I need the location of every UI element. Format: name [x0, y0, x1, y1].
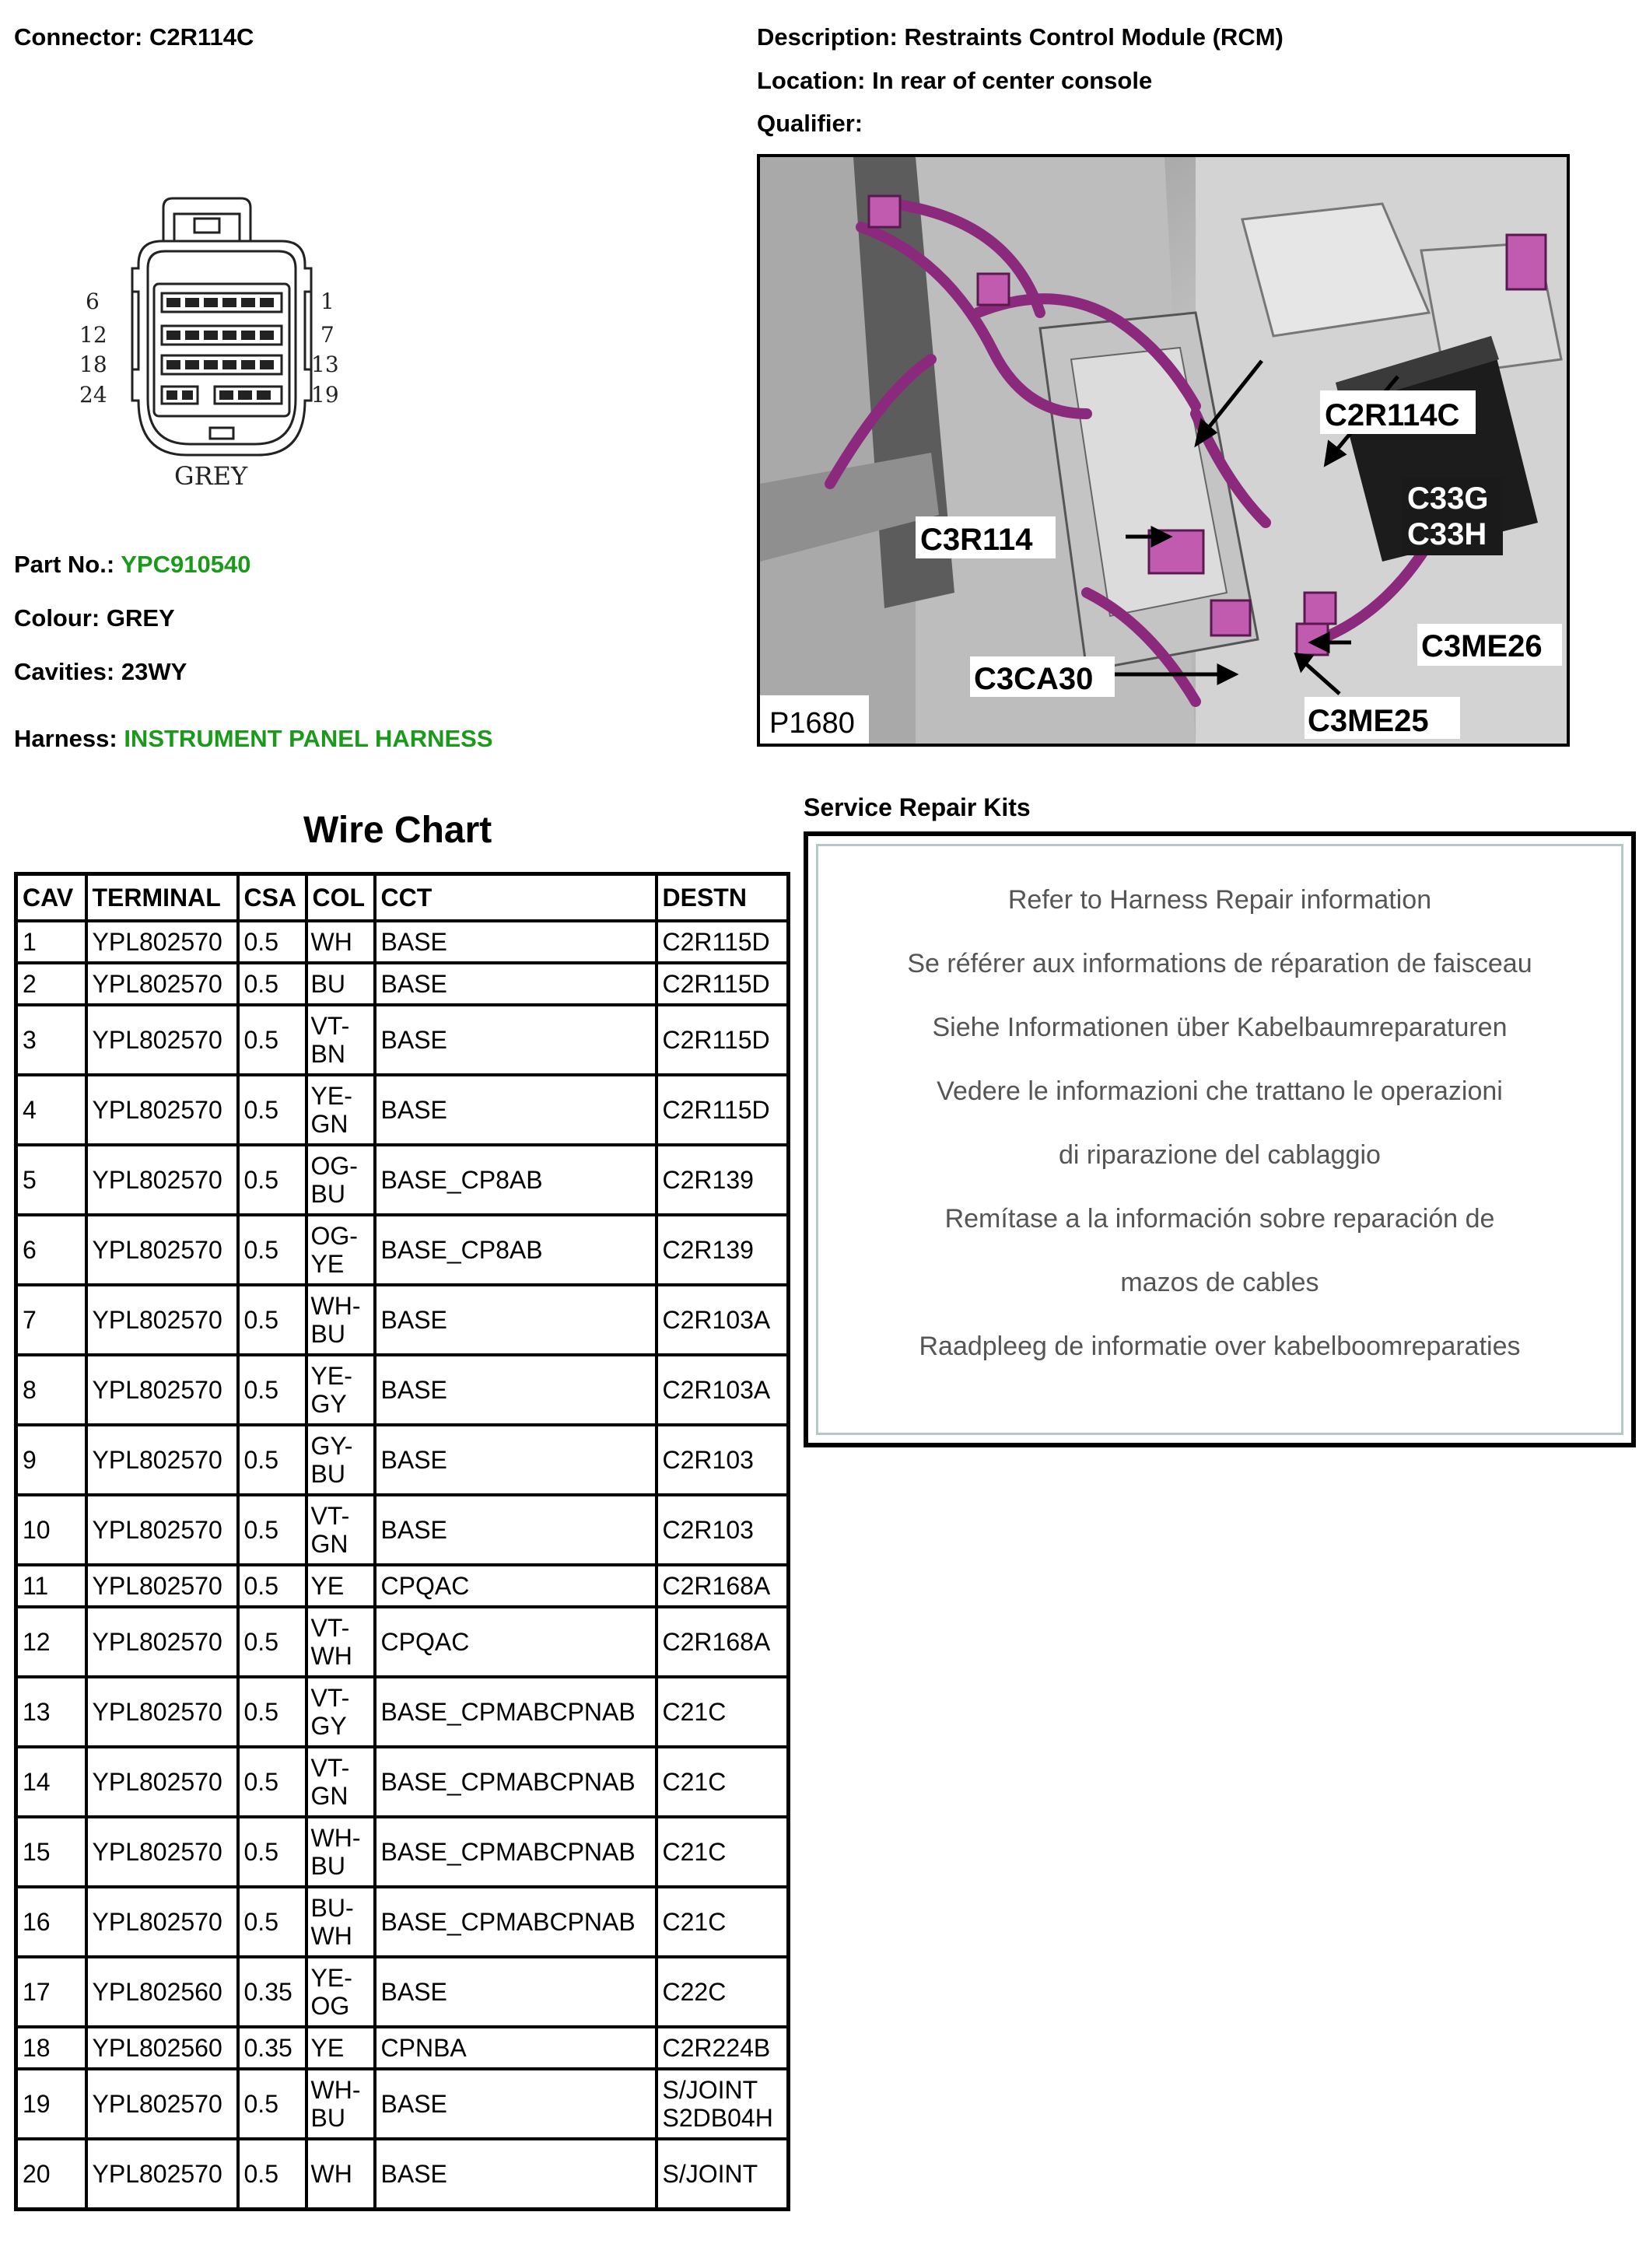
cell-cct: BASE [375, 921, 657, 963]
cell-col: BU [306, 963, 375, 1005]
callout-c2r114c: C2R114C [1325, 398, 1460, 432]
callout-c3me25: C3ME25 [1308, 704, 1429, 738]
cell-terminal: YPL802570 [86, 1677, 238, 1747]
description-label: Description: [757, 23, 898, 51]
cell-csa: 0.5 [238, 1355, 306, 1425]
pin-label-24: 24 [79, 382, 107, 408]
qualifier-label: Qualifier: [757, 110, 863, 137]
repair-kits-title: Service Repair Kits [804, 793, 1031, 821]
cell-cav: 16 [16, 1887, 86, 1957]
cell-col: WH- BU [306, 1285, 375, 1355]
cell-terminal: YPL802570 [86, 2069, 238, 2139]
location-photo [757, 154, 1570, 747]
cell-cct: CPQAC [375, 1607, 657, 1677]
cell-cav: 10 [16, 1495, 86, 1565]
callout-c3r114: C3R114 [920, 523, 1033, 557]
cell-csa: 0.5 [238, 1817, 306, 1887]
cell-col: WH- BU [306, 1817, 375, 1887]
cell-destn: C21C [657, 1677, 789, 1747]
cell-cav: 6 [16, 1215, 86, 1285]
qualifier-heading [757, 110, 863, 138]
cell-terminal: YPL802570 [86, 1607, 238, 1677]
table-row [16, 921, 789, 963]
repair-kit-line: Siehe Informationen über Kabelbaumreparaturen [932, 1013, 1508, 1042]
cell-csa: 0.35 [238, 1957, 306, 2027]
table-header-row [16, 874, 789, 922]
pin-label-1: 1 [320, 289, 334, 314]
cell-col: WH- BU [306, 2069, 375, 2139]
cell-destn: C2R168A [657, 1607, 789, 1677]
cell-cav: 14 [16, 1747, 86, 1817]
cell-col: YE [306, 1565, 375, 1607]
table-row [16, 1887, 789, 1957]
repair-kit-line: Raadpleeg de informatie over kabelboomreparaties [919, 1332, 1521, 1361]
cell-cct: BASE_CPMABCPNAB [375, 1677, 657, 1747]
cell-cct: BASE [375, 2139, 657, 2210]
cell-terminal: YPL802570 [86, 1887, 238, 1957]
cell-col: YE [306, 2027, 375, 2069]
cell-cct: BASE_CP8AB [375, 1215, 657, 1285]
cell-cav: 20 [16, 2139, 86, 2210]
cavities-line [14, 658, 187, 686]
table-row [16, 1285, 789, 1355]
callout-c33g: C33G [1407, 481, 1489, 516]
harness-label: Harness: [14, 725, 117, 752]
callout-c33h: C33H [1407, 517, 1487, 551]
cell-cct: BASE_CPMABCPNAB [375, 1747, 657, 1817]
pin-label-6: 6 [86, 289, 100, 314]
cell-col: GY- BU [306, 1425, 375, 1495]
cell-col: OG- BU [306, 1145, 375, 1215]
cell-cav: 15 [16, 1817, 86, 1887]
colour-label: Colour: [14, 604, 100, 632]
cell-terminal: YPL802570 [86, 921, 238, 963]
wire-chart-table [14, 872, 790, 2211]
cell-destn: C2R224B [657, 2027, 789, 2069]
colour-value: GREY [106, 604, 175, 632]
cell-cct: BASE [375, 1355, 657, 1425]
callout-c3ca30: C3CA30 [974, 662, 1094, 696]
cell-terminal: YPL802570 [86, 1285, 238, 1355]
connector-label: Connector: [14, 23, 143, 51]
cell-terminal: YPL802570 [86, 1565, 238, 1607]
table-row [16, 1957, 789, 2027]
cell-cct: CPNBA [375, 2027, 657, 2069]
cell-csa: 0.5 [238, 1677, 306, 1747]
cell-cav: 18 [16, 2027, 86, 2069]
harness-value: INSTRUMENT PANEL HARNESS [124, 725, 493, 752]
cell-csa: 0.5 [238, 1285, 306, 1355]
cell-cct: BASE_CPMABCPNAB [375, 1887, 657, 1957]
pin-label-13: 13 [311, 352, 339, 377]
connector-heading [14, 23, 254, 51]
repair-kit-line: di riparazione del cablaggio [1059, 1140, 1381, 1170]
cell-csa: 0.5 [238, 963, 306, 1005]
table-row [16, 1075, 789, 1145]
cell-col: YE- GN [306, 1075, 375, 1145]
cell-terminal: YPL802570 [86, 1355, 238, 1425]
cell-csa: 0.5 [238, 1145, 306, 1215]
part-number-line [14, 551, 250, 579]
cell-cct: BASE_CP8AB [375, 1145, 657, 1215]
table-row [16, 1677, 789, 1747]
table-row [16, 2069, 789, 2139]
cell-csa: 0.5 [238, 1215, 306, 1285]
header-destn: DESTN [657, 874, 789, 922]
cell-col: YE- OG [306, 1957, 375, 2027]
cell-destn: C22C [657, 1957, 789, 2027]
description-heading [757, 23, 1284, 51]
cell-cct: BASE [375, 1425, 657, 1495]
description-value: Restraints Control Module (RCM) [904, 23, 1284, 51]
cell-csa: 0.5 [238, 1887, 306, 1957]
cell-col: VT- GN [306, 1747, 375, 1817]
housing-colour-caption: GREY [174, 461, 248, 491]
repair-kit-line: Se référer aux informations de réparation de faisceau [907, 949, 1532, 978]
header-cav: CAV [16, 874, 86, 922]
cell-cav: 19 [16, 2069, 86, 2139]
cell-terminal: YPL802560 [86, 1957, 238, 2027]
cell-csa: 0.5 [238, 921, 306, 963]
cell-terminal: YPL802570 [86, 1215, 238, 1285]
location-heading [757, 67, 1152, 95]
cell-csa: 0.35 [238, 2027, 306, 2069]
harness-line [14, 725, 493, 753]
connector-face-icon [78, 191, 358, 502]
cell-csa: 0.5 [238, 1565, 306, 1607]
cell-csa: 0.5 [238, 1747, 306, 1817]
cell-cct: CPQAC [375, 1565, 657, 1607]
part-number-label: Part No.: [14, 551, 115, 578]
cell-col: WH [306, 921, 375, 963]
cavities-label: Cavities: [14, 658, 115, 685]
cell-col: VT- GY [306, 1677, 375, 1747]
cell-col: VT- GN [306, 1495, 375, 1565]
header-cct: CCT [375, 874, 657, 922]
cell-col: OG- YE [306, 1215, 375, 1285]
repair-kit-line: Refer to Harness Repair information [1007, 885, 1432, 915]
cell-cav: 2 [16, 963, 86, 1005]
cell-cct: BASE [375, 1495, 657, 1565]
cell-cav: 3 [16, 1005, 86, 1075]
cell-cav: 17 [16, 1957, 86, 2027]
cell-cav: 13 [16, 1677, 86, 1747]
table-row [16, 1215, 789, 1285]
table-row [16, 963, 789, 1005]
cell-cct: BASE [375, 1075, 657, 1145]
cavities-value: 23WY [121, 658, 187, 685]
cell-cct: BASE [375, 1005, 657, 1075]
cell-cav: 8 [16, 1355, 86, 1425]
cell-cav: 11 [16, 1565, 86, 1607]
cell-destn: C21C [657, 1887, 789, 1957]
cell-terminal: YPL802570 [86, 1817, 238, 1887]
table-row [16, 1817, 789, 1887]
cell-destn: C2R103A [657, 1285, 789, 1355]
cell-destn: C2R139 [657, 1215, 789, 1285]
cell-terminal: YPL802570 [86, 963, 238, 1005]
photo-reference: P1680 [769, 707, 855, 740]
table-row [16, 2027, 789, 2069]
table-row [16, 1565, 789, 1607]
table-row [16, 2139, 789, 2210]
header-terminal: TERMINAL [86, 874, 238, 922]
cell-col: VT- BN [306, 1005, 375, 1075]
header-col: COL [306, 874, 375, 922]
repair-kit-line: Remítase a la información sobre reparación de [944, 1204, 1495, 1234]
callout-c3me26: C3ME26 [1421, 629, 1543, 663]
cell-csa: 0.5 [238, 1425, 306, 1495]
pin-label-18: 18 [79, 352, 107, 377]
cell-csa: 0.5 [238, 1495, 306, 1565]
cell-destn: C2R115D [657, 1005, 789, 1075]
location-label: Location: [757, 67, 866, 94]
cell-cct: BASE [375, 1285, 657, 1355]
cell-destn: C21C [657, 1817, 789, 1887]
cell-destn: S/JOINT [657, 2139, 789, 2210]
cell-terminal: YPL802570 [86, 1747, 238, 1817]
table-row [16, 1145, 789, 1215]
pin-label-19: 19 [311, 382, 339, 408]
cell-cav: 9 [16, 1425, 86, 1495]
cell-destn: C2R168A [657, 1565, 789, 1607]
repair-kit-line: Vedere le informazioni che trattano le operazioni [937, 1076, 1503, 1106]
cell-destn: C2R103 [657, 1495, 789, 1565]
cell-terminal: YPL802560 [86, 2027, 238, 2069]
table-row [16, 1747, 789, 1817]
repair-kits-inner-panel [816, 844, 1623, 1435]
cell-terminal: YPL802570 [86, 1495, 238, 1565]
cell-destn: C2R103 [657, 1425, 789, 1495]
cell-csa: 0.5 [238, 1005, 306, 1075]
cell-col: YE- GY [306, 1355, 375, 1425]
cell-cav: 5 [16, 1145, 86, 1215]
cell-col: WH [306, 2139, 375, 2210]
cell-destn: C2R103A [657, 1355, 789, 1425]
table-row [16, 1495, 789, 1565]
cell-csa: 0.5 [238, 1075, 306, 1145]
cell-col: BU- WH [306, 1887, 375, 1957]
cell-csa: 0.5 [238, 1607, 306, 1677]
cell-terminal: YPL802570 [86, 1425, 238, 1495]
table-row [16, 1355, 789, 1425]
cell-cct: BASE [375, 963, 657, 1005]
connector-face-drawing [78, 191, 358, 502]
vehicle-interior-illustration [760, 157, 1567, 744]
cell-destn: S/JOINT S2DB04H [657, 2069, 789, 2139]
cell-terminal: YPL802570 [86, 2139, 238, 2210]
header-csa: CSA [238, 874, 306, 922]
cell-cav: 4 [16, 1075, 86, 1145]
repair-kit-line: mazos de cables [1120, 1268, 1319, 1297]
connector-value: C2R114C [149, 23, 254, 51]
cell-destn: C2R115D [657, 1075, 789, 1145]
cell-terminal: YPL802570 [86, 1145, 238, 1215]
pin-label-12: 12 [79, 322, 107, 348]
cell-cct: BASE_CPMABCPNAB [375, 1817, 657, 1887]
cell-cct: BASE [375, 1957, 657, 2027]
cell-destn: C2R115D [657, 921, 789, 963]
repair-kits-box [804, 831, 1636, 1447]
cell-terminal: YPL802570 [86, 1075, 238, 1145]
colour-line [14, 604, 175, 632]
table-row [16, 1607, 789, 1677]
cell-destn: C2R139 [657, 1145, 789, 1215]
location-value: In rear of center console [872, 67, 1153, 94]
cell-csa: 0.5 [238, 2069, 306, 2139]
cell-destn: C2R115D [657, 963, 789, 1005]
cell-terminal: YPL802570 [86, 1005, 238, 1075]
wire-chart-title: Wire Chart [303, 810, 492, 851]
table-row [16, 1005, 789, 1075]
part-number-value: YPC910540 [121, 551, 251, 578]
cell-col: VT- WH [306, 1607, 375, 1677]
cell-cav: 7 [16, 1285, 86, 1355]
cell-cct: BASE [375, 2069, 657, 2139]
pin-label-7: 7 [320, 322, 334, 348]
cell-destn: C21C [657, 1747, 789, 1817]
cell-csa: 0.5 [238, 2139, 306, 2210]
cell-cav: 12 [16, 1607, 86, 1677]
cell-cav: 1 [16, 921, 86, 963]
table-row [16, 1425, 789, 1495]
